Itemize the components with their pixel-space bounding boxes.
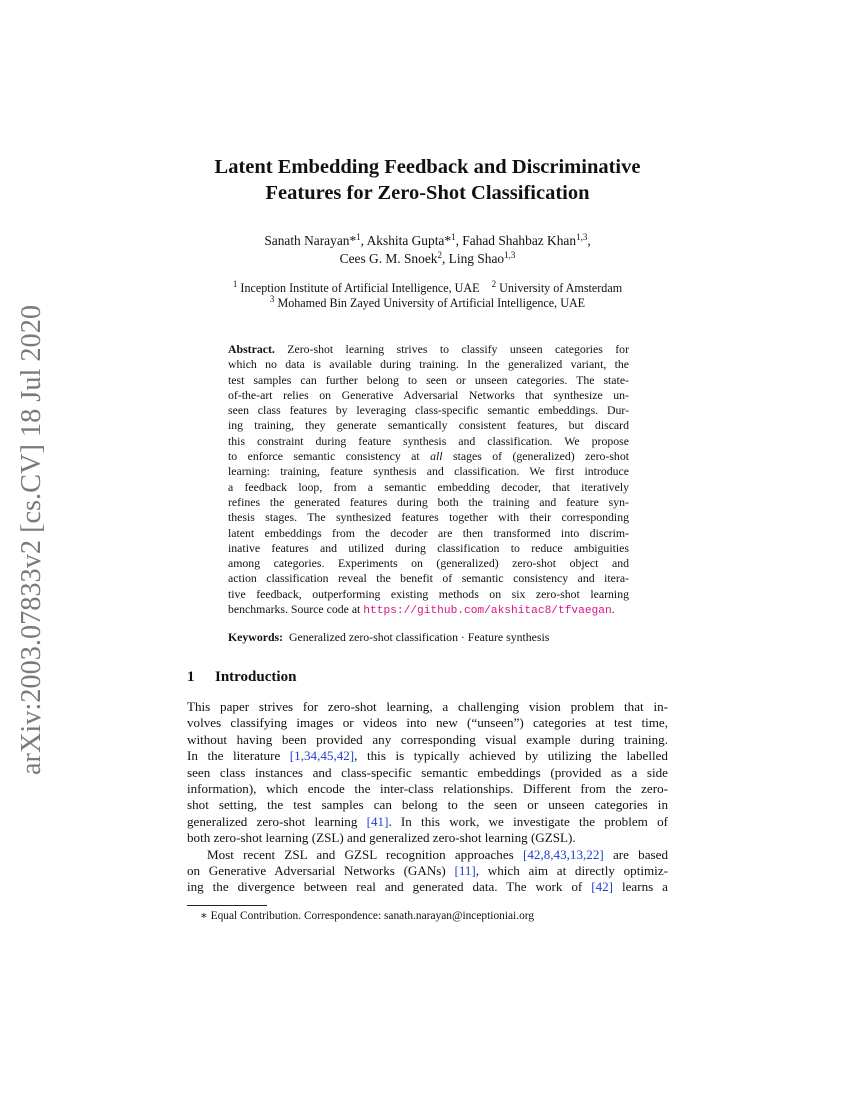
body-text: , which aim at directly optimiz- <box>475 862 668 878</box>
abstract-line: this constraint during feature synthesis and classification. We propose <box>228 433 629 448</box>
arxiv-identifier-text: arXiv:2003.07833v2 [cs.CV] 18 Jul 2020 <box>16 309 47 775</box>
keywords-label: Keywords: <box>228 630 284 644</box>
title-line-1: Latent Embedding Feedback and Discriminative <box>214 156 641 178</box>
citation-link[interactable]: [42,8,43,13,22] <box>522 846 604 862</box>
abstract-line: a feedback loop, from a semantic embedding decoder, that iteratively <box>228 479 629 494</box>
abstract-line: test samples can further belong to seen or unseen categories. The state- <box>228 372 629 387</box>
section-heading <box>187 669 296 686</box>
abstract-line <box>228 602 629 617</box>
author-5-affil: 1,3 <box>504 250 516 260</box>
abstract-text: . <box>611 602 615 617</box>
abstract-line: action classification reveal the benefit of semantic consistency and itera- <box>228 571 629 586</box>
abstract-line <box>228 342 629 357</box>
body-line <box>187 879 668 895</box>
abstract-line: ing training, they generate semantically consistent features, but discard <box>228 418 629 433</box>
paper-title <box>150 154 705 206</box>
authors-line-1: Sanath Narayan*$^1$, Akshita Gupta*$^1$, Fahad Shahbaz Khan$^{1,3}$, <box>264 232 591 248</box>
affiliation-3: Mohamed Bin Zayed University of Artificial Intelligence, UAE <box>277 296 586 310</box>
footnote <box>200 909 534 923</box>
affiliation-line-1 <box>150 281 705 296</box>
citation-link[interactable]: [11] <box>454 862 476 878</box>
citation-link[interactable]: [42] <box>591 879 614 895</box>
body-text: on Generative Adversarial Networks (GANs) <box>187 862 455 878</box>
author-3: Fahad Shahbaz Khan <box>462 233 577 248</box>
introduction-body <box>187 699 668 896</box>
abstract-line: inative features and utilized during classification to reduce ambiguities <box>228 540 629 555</box>
abstract-text: Zero-shot learning strives to classify unseen categories for <box>287 342 630 356</box>
body-line <box>187 847 668 863</box>
keywords-text: Generalized zero-shot classification · Feature synthesis <box>288 630 550 644</box>
section-number: 1 <box>187 669 195 685</box>
body-text: Most recent ZSL and GZSL recognition approaches <box>207 846 523 862</box>
affiliation-1: Inception Institute of Artificial Intelligence, UAE <box>240 281 480 295</box>
body-line <box>187 814 668 830</box>
body-line <box>187 748 668 764</box>
abstract-line: refines the generated features during both the training and feature syn- <box>228 494 629 509</box>
body-line: seen class instances and class-specific semantic embeddings (provided as a side <box>187 764 668 780</box>
abstract-label: Abstract. <box>228 342 275 356</box>
abstract-line: seen class features by leveraging class-specific semantic embeddings. Dur- <box>228 403 629 418</box>
abstract <box>228 342 629 617</box>
body-line: both zero-shot learning (ZSL) and generalized zero-shot learning (GZSL). <box>187 830 576 846</box>
keywords <box>228 630 629 645</box>
authors-line-2: Cees G. M. Snoek$^2$, Ling Shao$^{1,3}$ <box>339 250 516 266</box>
author-1-affil: 1 <box>356 232 361 242</box>
body-text: generalized zero-shot learning <box>187 813 367 829</box>
body-text: . In this work, we investigate the problem of <box>388 813 668 829</box>
footnote-divider <box>187 905 267 906</box>
affiliation-line-2 <box>150 296 705 311</box>
body-text: are based <box>603 846 668 862</box>
affiliation-2: University of Amsterdam <box>499 281 623 295</box>
affil-3-mark: 3 <box>269 294 275 304</box>
abstract-line: which no data is available during training. In the generalized variant, the <box>228 357 629 372</box>
body-line: This paper strives for zero-shot learning, a challenging vision problem that in- <box>187 699 668 714</box>
author-1: Sanath Narayan* <box>264 233 357 248</box>
body-line <box>187 863 668 879</box>
body-line: information), which encode the inter-class relationships. Different from the zero- <box>187 780 668 796</box>
author-3-affil: 1,3 <box>576 232 588 242</box>
author-2-affil: 1 <box>451 232 456 242</box>
author-list <box>150 232 705 268</box>
body-text: , this is typically achieved by utilizing the labelled <box>354 748 668 764</box>
body-line: without having been provided any corresponding visual example during training. <box>187 731 668 747</box>
arxiv-identifier-stamp <box>13 300 49 780</box>
affil-1-mark: 1 <box>232 279 238 289</box>
abstract-line: latent embeddings from the decoder are then transformed into discrim- <box>228 525 629 540</box>
abstract-line: learning: training, feature synthesis and classification. We first introduce <box>228 464 629 479</box>
abstract-line <box>228 449 629 464</box>
abstract-text: to enforce semantic consistency at <box>228 449 431 464</box>
abstract-line: of-the-art relies on Generative Adversarial Networks that synthesize un- <box>228 387 629 402</box>
author-4: Cees G. M. Snoek <box>339 251 438 266</box>
body-text: In the literature <box>187 748 290 764</box>
author-2: Akshita Gupta* <box>366 233 452 248</box>
abstract-text: benchmarks. Source code at <box>228 602 364 617</box>
section-title: Introduction <box>215 669 297 685</box>
body-text: ing the divergence between real and generated data. The work of <box>187 879 592 895</box>
abstract-line: tive feedback, outperforming existing methods on six zero-shot learning <box>228 586 629 601</box>
abstract-line: among categories. Experiments on (generalized) zero-shot object and <box>228 556 629 571</box>
title-line-2: Features for Zero-Shot Classification <box>265 182 590 204</box>
footnote-symbol: ∗ <box>200 910 208 922</box>
abstract-emphasis: all <box>430 449 443 464</box>
citation-link[interactable]: [1,34,45,42] <box>289 748 355 764</box>
body-line: shot setting, the test samples can belong to the seen or unseen categories in <box>187 797 668 813</box>
body-text: learns a <box>613 879 668 895</box>
affil-2-mark: 2 <box>491 279 497 289</box>
affiliations <box>150 281 705 311</box>
citation-link[interactable]: [41] <box>366 813 389 829</box>
body-line: volves classifying images or videos into new (“unseen”) categories at test time, <box>187 715 668 731</box>
footnote-text: Equal Contribution. Correspondence: sanath.narayan@inceptioniai.org <box>210 910 535 922</box>
abstract-line: thesis stages. The synthesized features together with their corresponding <box>228 510 629 525</box>
abstract-text: stages of (generalized) zero-shot <box>442 449 630 464</box>
author-5: Ling Shao <box>448 251 505 266</box>
author-4-affil: 2 <box>437 250 442 260</box>
source-code-link[interactable]: https://github.com/akshitac8/tfvaegan <box>363 605 612 618</box>
